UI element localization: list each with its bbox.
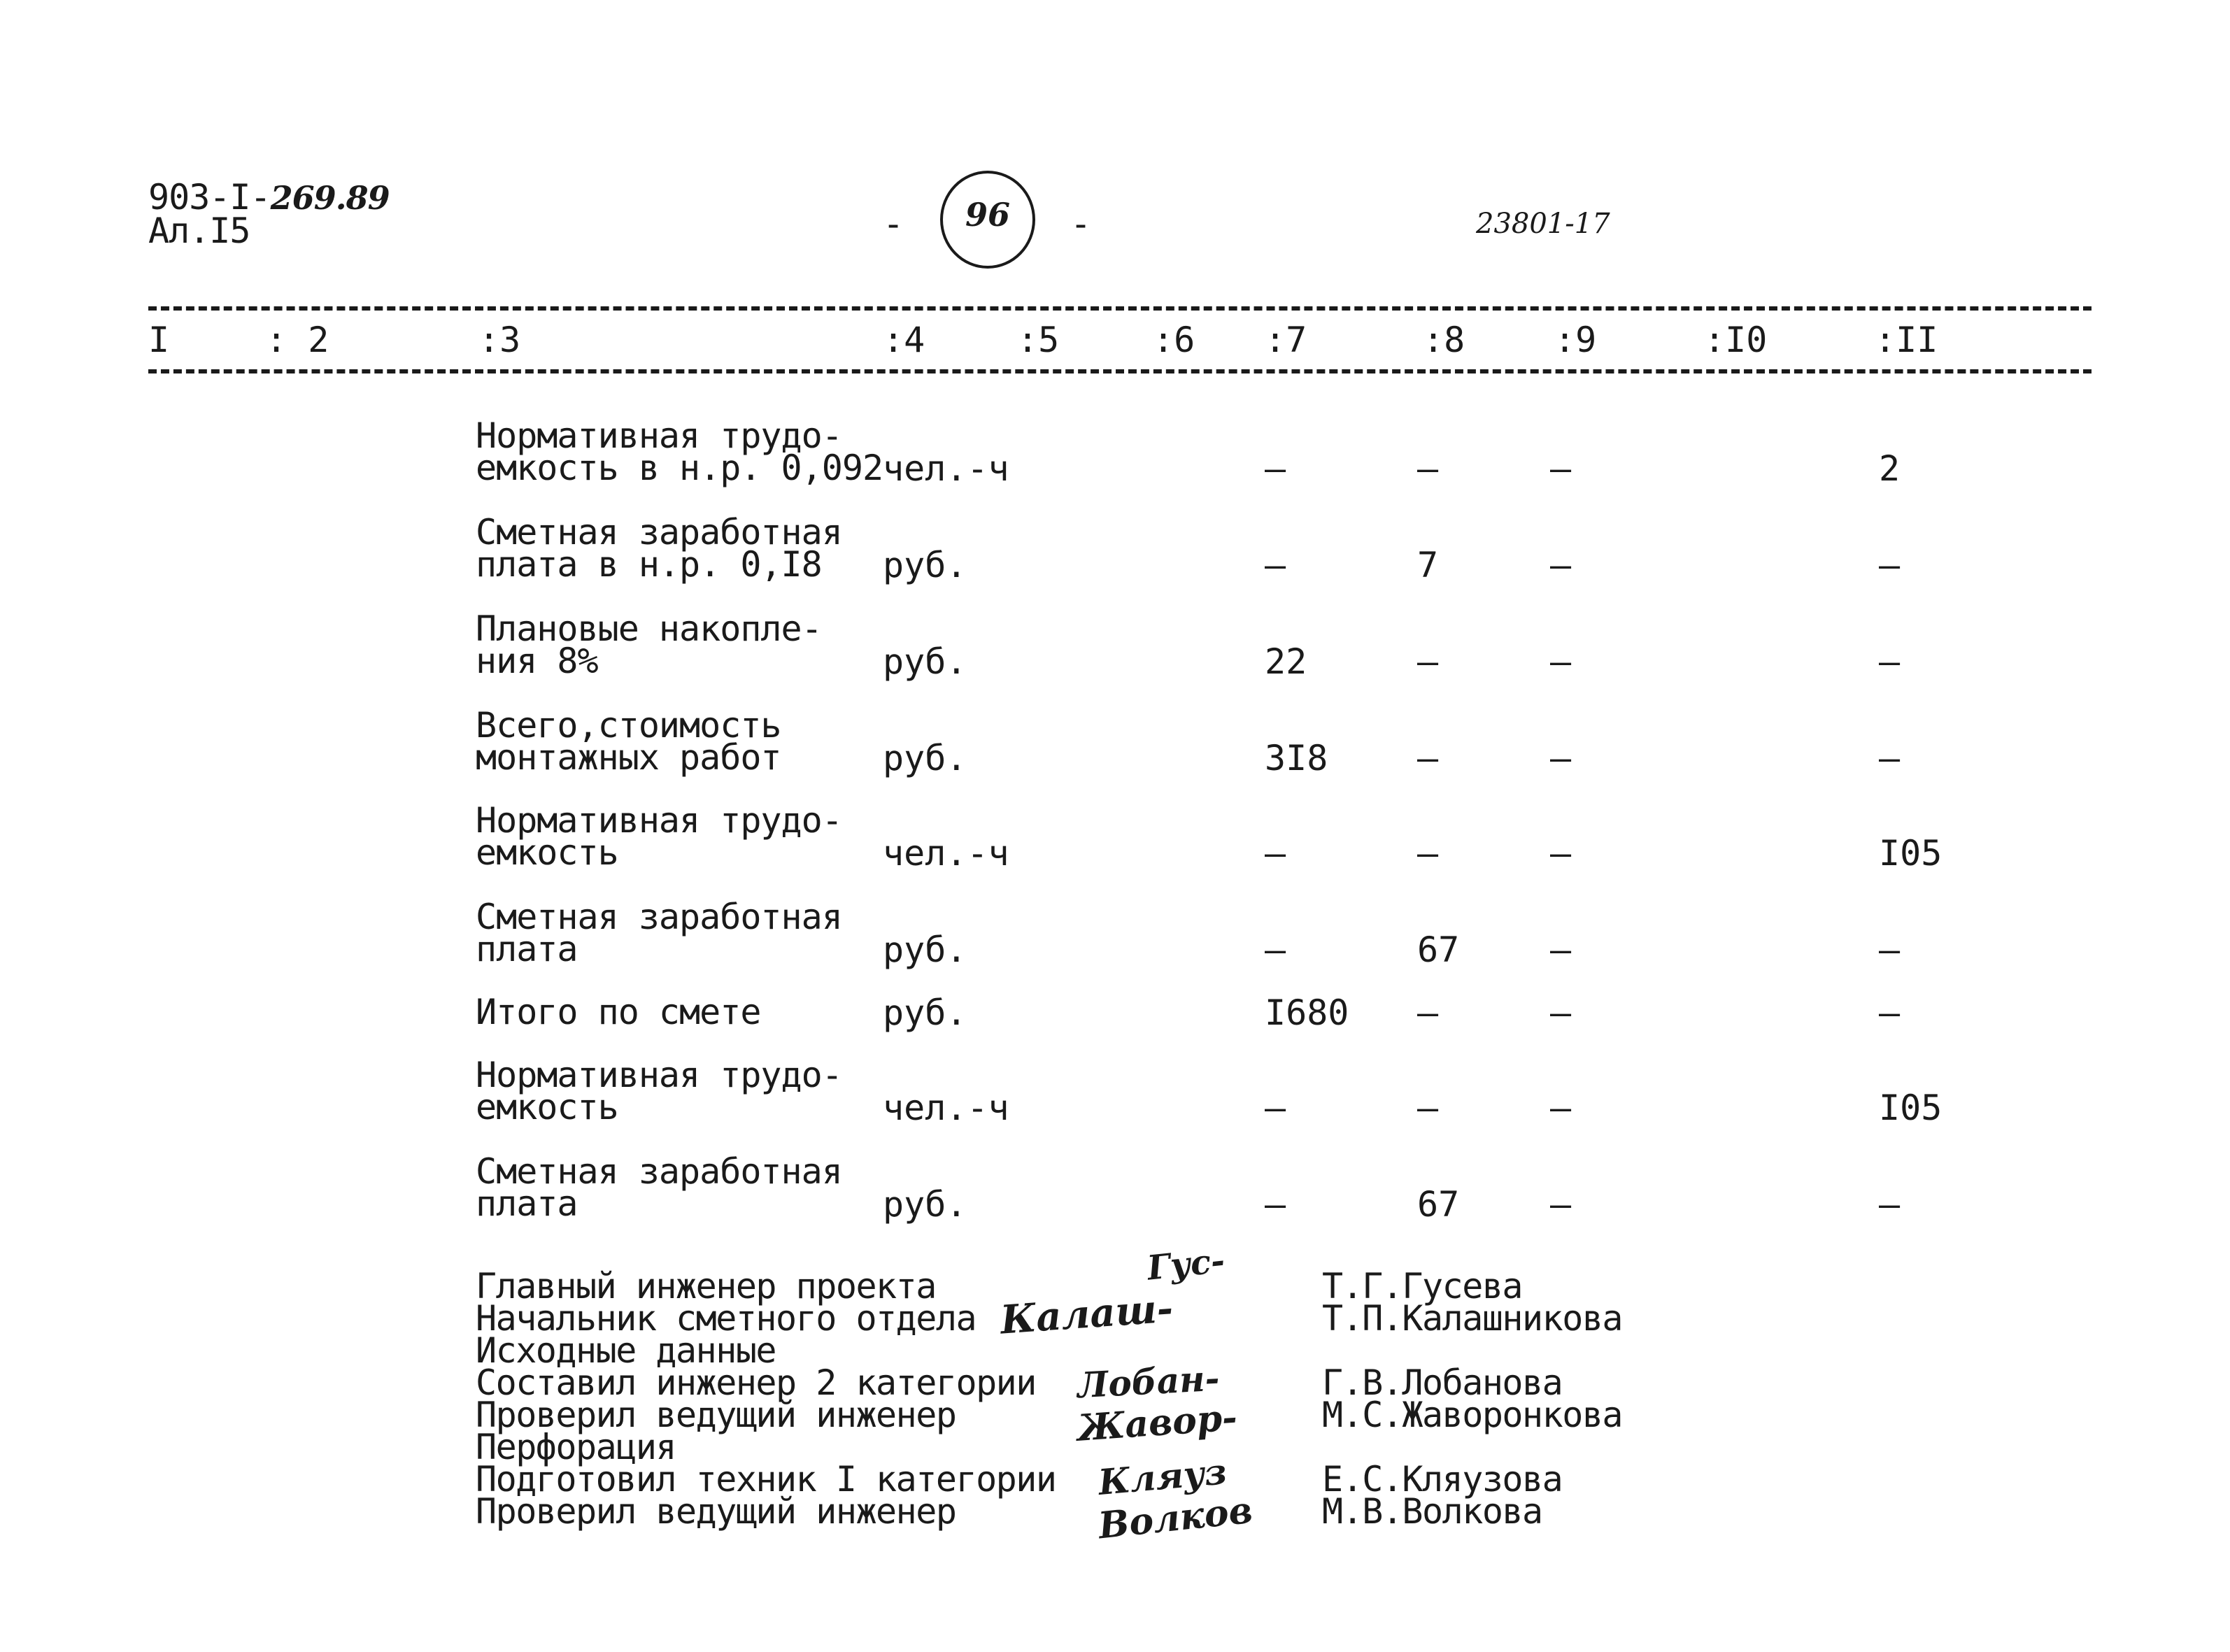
row-description-line: монтажных работ [476,737,781,778]
row-description-line: плата [476,929,578,969]
row-col11: – [1879,992,1901,1033]
row-col8: – [1417,833,1439,874]
row-col9: – [1550,545,1572,585]
row-col7: – [1265,545,1286,585]
row-col8: – [1417,641,1439,682]
row-description-line: Плановые накопле- [476,608,822,649]
header-rule-top [148,306,2091,311]
document-code-handwritten: 269.89 [270,179,390,217]
column-header-10: :I0 [1704,320,1768,360]
row-col9: – [1550,1184,1572,1225]
signature-role: Исходные данные [476,1330,776,1371]
row-description-line: емкость в н.р. 0,092 [476,448,883,488]
row-col7: – [1265,448,1286,489]
handwritten-signature: Калаш- [998,1285,1175,1344]
handwritten-signature: Жавор- [1076,1396,1239,1450]
row-col9: – [1550,738,1572,778]
row-col11: 2 [1879,448,1901,489]
row-col9: – [1550,992,1572,1033]
row-col11: – [1879,545,1901,585]
row-description-line: емкость [476,1087,618,1127]
document-code-printed: 903-I- [148,177,271,218]
row-col7: – [1265,1184,1286,1225]
album-number: Ал.I5 [148,211,250,251]
signatory-name: М.В.Волкова [1322,1491,1542,1532]
row-col7: 3I8 [1265,738,1328,778]
signature-role: Составил инженер 2 категории [476,1362,1036,1403]
column-header-9: :9 [1554,320,1597,360]
row-col9: – [1550,448,1572,489]
row-unit: руб. [883,641,967,682]
signature-role: Начальник сметного отдела [476,1298,976,1339]
page-dash-left: - [883,204,904,244]
row-col11: – [1879,1184,1901,1225]
handwritten-signature: Гус- [1145,1241,1227,1288]
row-description-line: ния 8% [476,641,598,681]
row-description-line: плата [476,1183,578,1224]
row-col7: 22 [1265,641,1307,682]
column-header-1: I [148,320,170,360]
row-col11: – [1879,738,1901,778]
row-description-line: Итого по смете [476,992,761,1032]
row-col8: – [1417,992,1439,1033]
row-col7: – [1265,833,1286,874]
handwritten-signature: Кляуз [1096,1451,1228,1503]
row-unit: руб. [883,1184,967,1225]
row-col8: 67 [1417,930,1460,970]
row-unit: руб. [883,930,967,970]
row-unit: чел.-ч [883,833,1009,874]
row-col11: – [1879,641,1901,682]
row-unit: чел.-ч [883,448,1009,489]
column-header-6: :6 [1153,320,1195,360]
row-description-line: Нормативная трудо- [476,800,842,841]
row-col7: I680 [1265,992,1349,1033]
row-col8: – [1417,1088,1439,1128]
document-code [148,177,390,218]
page-number: 96 [965,196,1010,234]
row-description-line: Нормативная трудо- [476,1055,842,1095]
column-header-3: :3 [478,320,521,360]
signatory-name: Т.П.Калашникова [1322,1298,1623,1339]
row-col9: – [1550,641,1572,682]
row-unit: руб. [883,992,967,1033]
row-description-line: плата в н.р. 0,I8 [476,544,822,585]
page-dash-right: - [1070,204,1091,244]
signatory-name: Е.С.Кляузова [1322,1459,1563,1500]
column-header-7: :7 [1265,320,1307,360]
signature-role: Главный инженер проекта [476,1266,936,1306]
row-col8: – [1417,448,1439,489]
row-description-line: емкость [476,832,618,873]
signatory-name: Г.В.Лобанова [1322,1362,1563,1403]
column-header-2: : 2 [266,320,329,360]
row-description-line: Нормативная трудо- [476,415,842,456]
row-col11: – [1879,930,1901,970]
row-description-line: Сметная заработная [476,897,842,937]
row-col9: – [1550,1088,1572,1128]
column-header-11: :II [1875,320,1938,360]
row-col11: I05 [1879,1088,1943,1128]
signatory-name: М.С.Жаворонкова [1322,1395,1623,1435]
column-header-5: :5 [1017,320,1060,360]
handwritten-signature: Лобан- [1076,1357,1221,1407]
column-header-8: :8 [1423,320,1465,360]
row-col7: – [1265,930,1286,970]
row-col11: I05 [1879,833,1943,874]
row-unit: руб. [883,738,967,778]
column-header-4: :4 [883,320,925,360]
row-col8: 7 [1417,545,1439,585]
row-col8: 67 [1417,1184,1460,1225]
handwritten-signature: Волков [1096,1488,1255,1548]
signatory-name: Т.Г.Гусева [1322,1266,1523,1306]
registration-number: 23801-17 [1476,208,1610,240]
row-unit: руб. [883,545,967,585]
row-col8: – [1417,738,1439,778]
row-unit: чел.-ч [883,1088,1009,1128]
row-col7: – [1265,1088,1286,1128]
header-rule-bottom [148,369,2091,373]
row-description-line: Сметная заработная [476,1151,842,1192]
signature-role: Проверил ведущий инженер [476,1395,956,1435]
row-col9: – [1550,930,1572,970]
row-description-line: Всего,стоимость [476,705,781,746]
signature-role: Проверил ведущий инженер [476,1491,956,1532]
row-col9: – [1550,833,1572,874]
signature-role: Подготовил техник I категории [476,1459,1056,1500]
row-description-line: Сметная заработная [476,512,842,553]
signature-role: Перфорация [476,1427,676,1467]
